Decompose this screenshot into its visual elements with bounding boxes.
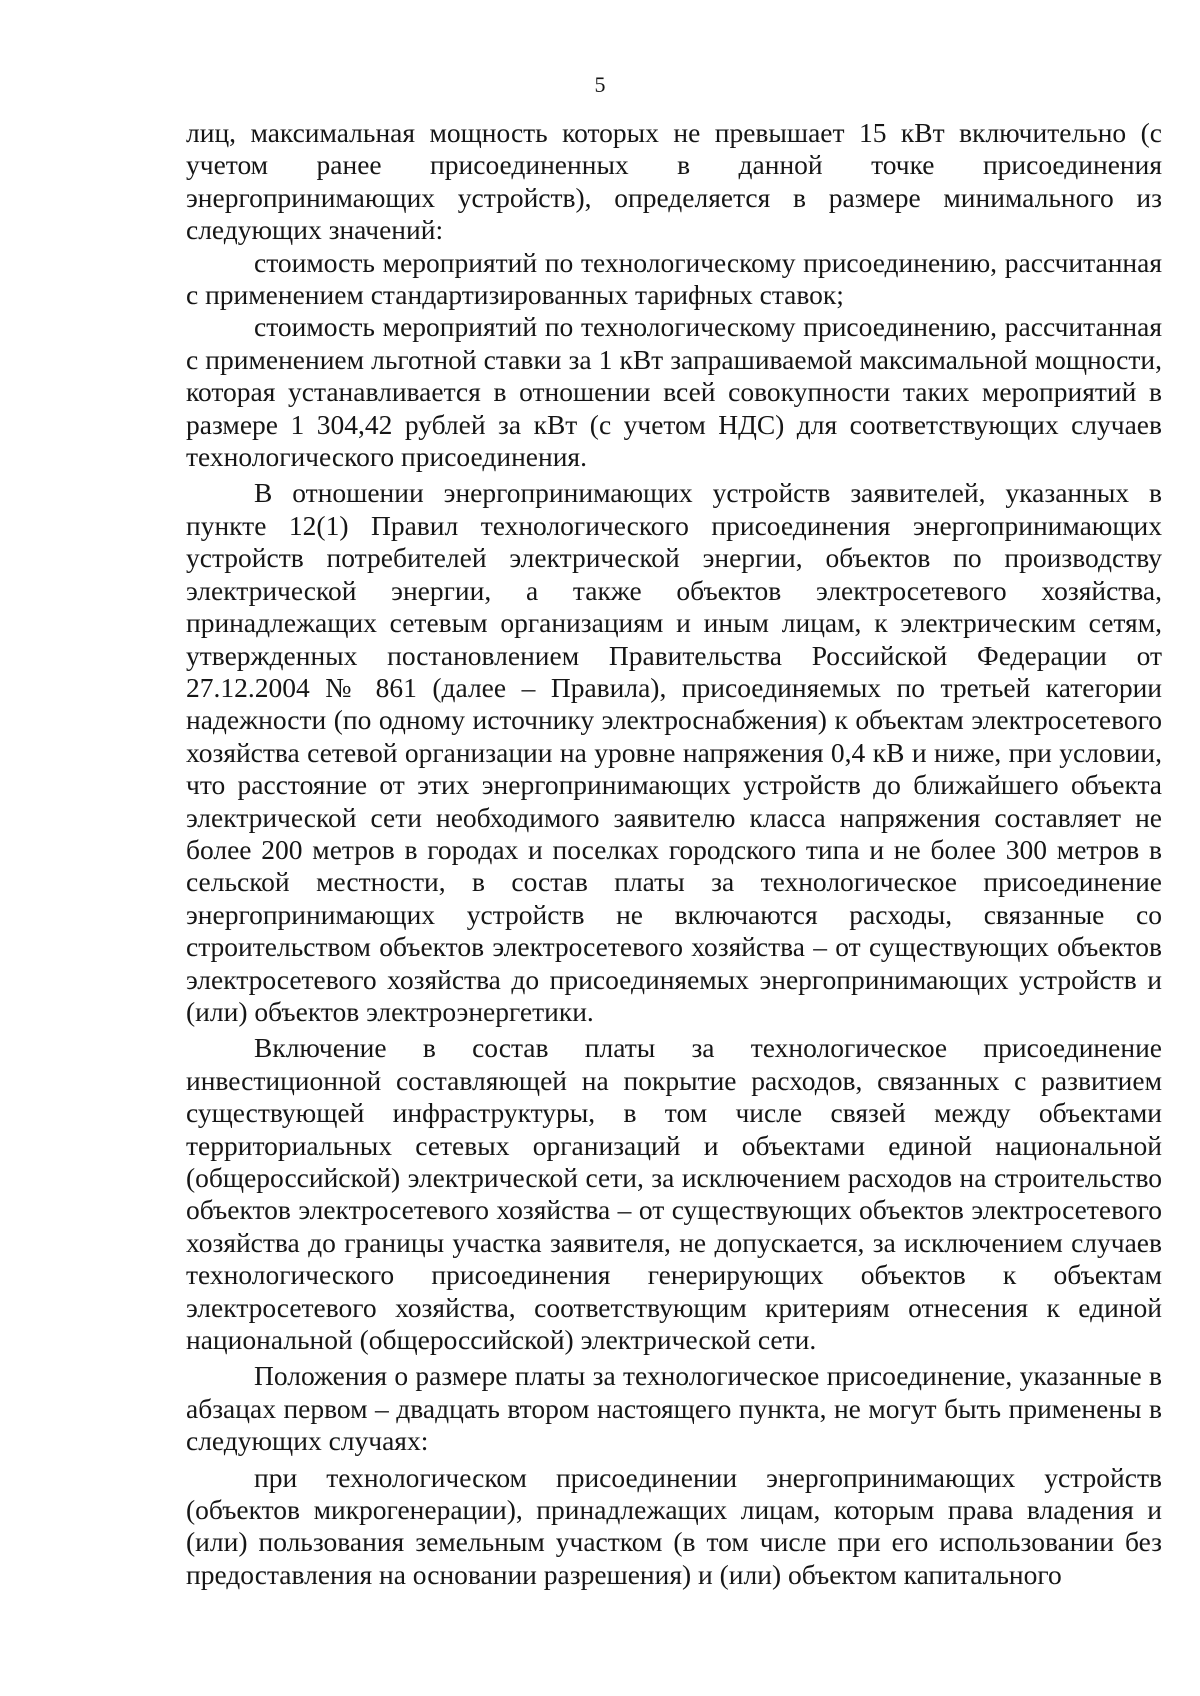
- page-number: 5: [594, 72, 606, 97]
- paragraph-7: при технологическом присоединении энергопринимающих устройств (объектов микрогенерации), принадлежащих лицам, которым права владения и (или) пользования земельным участком (в том числе при его использовании без предоставления на основании разрешения) и (или) объектом капитального: [186, 1461, 1162, 1590]
- paragraph-3: стоимость мероприятий по технологическому присоединению, рассчитанная с применением льготной ставки за 1 кВт запрашиваемой максимальной мощности, которая устанавливается в отношении всей совокупности таких мероприятий в размере 1 304,42 рублей за кВт (с учетом НДС) для соответствующих случаев технологического присоединения.: [186, 311, 1162, 473]
- paragraph-1: лиц, максимальная мощность которых не превышает 15 кВт включительно (с учетом ранее присоединенных в данной точке присоединения энергопринимающих устройств), определяется в размере минимального из следующих значений:: [186, 117, 1162, 246]
- paragraph-2: стоимость мероприятий по технологическому присоединению, рассчитанная с применением стандартизированных тарифных ставок;: [186, 246, 1162, 311]
- paragraph-4: В отношении энергопринимающих устройств заявителей, указанных в пункте 12(1) Правил технологического присоединения энергопринимающих устройств потребителей электрической энергии, объектов по производству электрической энергии, а также объектов электросетевого хозяйства, принадлежащих сетевым организациям и иным лицам, к электрическим сетям, утвержденных постановлением Правительства Российской Федерации от 27.12.2004 № 861 (далее – Правила), присоединяемых по третьей категории надежности (по одному источнику электроснабжения) к объектам электросетевого хозяйства сетевой организации на уровне напряжения 0,4 кВ и ниже, при условии, что расстояние от этих энергопринимающих устройств до ближайшего объекта электрической сети необходимого заявителю класса напряжения составляет не более 200 метров в городах и поселках городского типа и не более 300 метров в сельской местности, в состав платы за технологическое присоединение энергопринимающих устройств не включаются расходы, связанные со строительством объектов электросетевого хозяйства – от существующих объектов электросетевого хозяйства до присоединяемых энергопринимающих устройств и (или) объектов электроэнергетики.: [186, 477, 1162, 1027]
- paragraph-6: Положения о размере платы за технологическое присоединение, указанные в абзацах первом – двадцать втором настоящего пункта, не могут быть применены в следующих случаях:: [186, 1360, 1162, 1457]
- document-body: [186, 117, 1162, 1591]
- paragraph-5: Включение в состав платы за технологическое присоединение инвестиционной составляющей на покрытие расходов, связанных с развитием существующей инфраструктуры, в том числе связей между объектами территориальных сетевых организаций и объектами единой национальной (общероссийской) электрической сети, за исключением расходов на строительство объектов электросетевого хозяйства – от существующих объектов электросетевого хозяйства до границы участка заявителя, не допускается, за исключением случаев технологического присоединения генерирующих объектов к объектам электросетевого хозяйства, соответствующим критериям отнесения к единой национальной (общероссийской) электрической сети.: [186, 1032, 1162, 1356]
